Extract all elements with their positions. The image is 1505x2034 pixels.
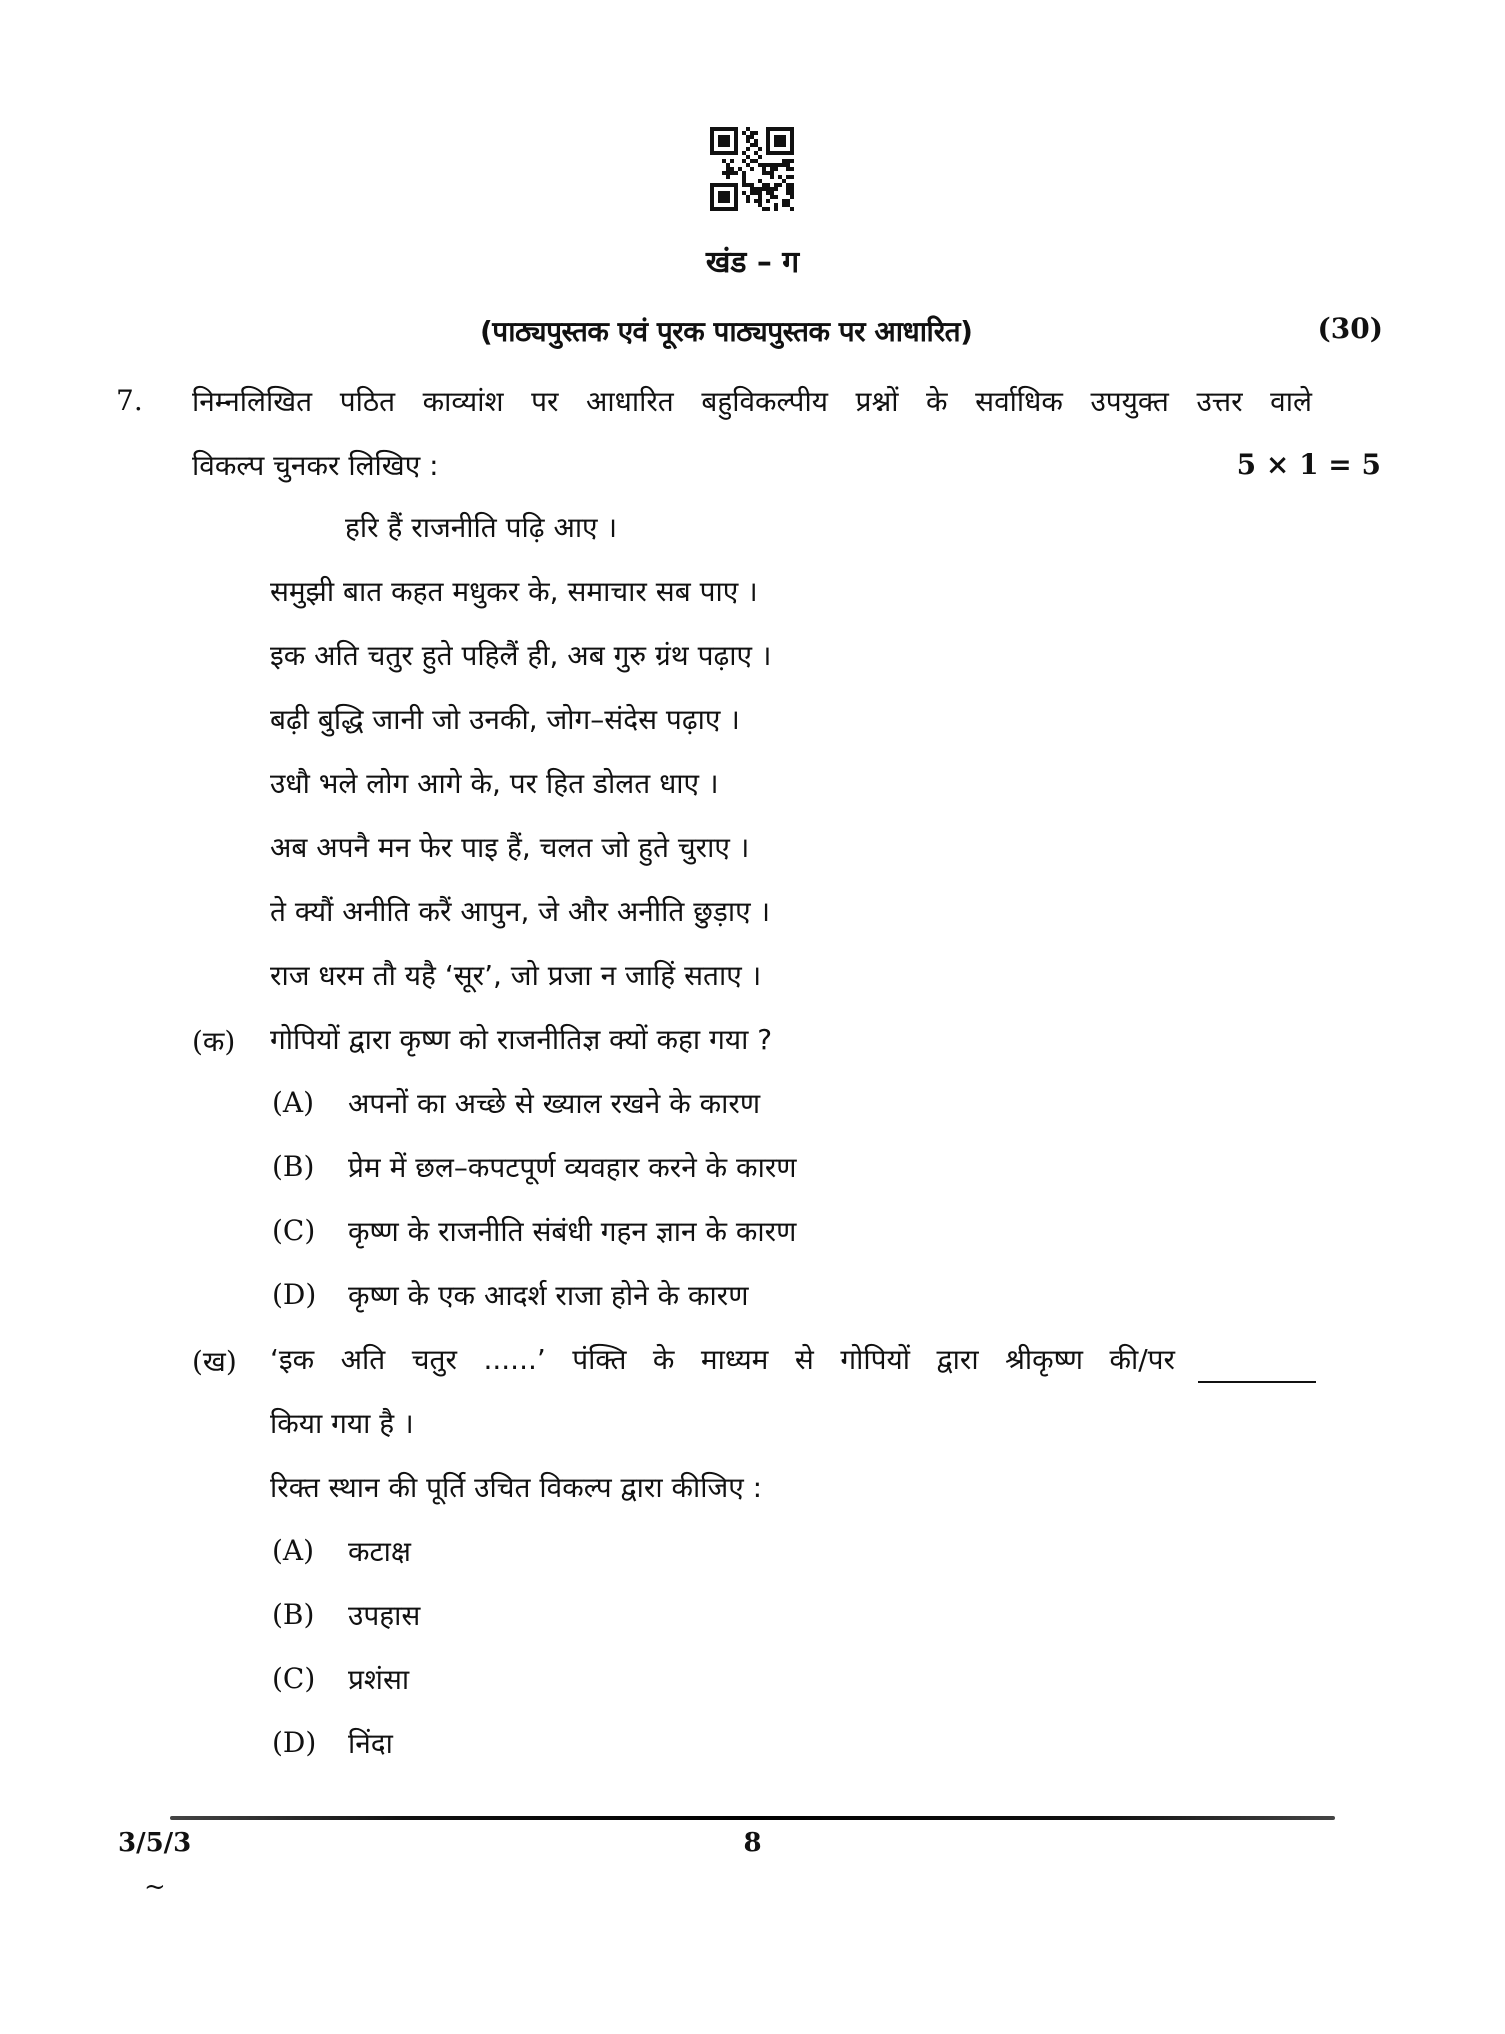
option-label: (B) — [272, 1598, 315, 1631]
question-number: 7. — [116, 384, 143, 417]
option-label: (A) — [272, 1086, 315, 1119]
section-marks: (30) — [1317, 312, 1383, 345]
option-label: (A) — [272, 1534, 315, 1567]
footer-mark: ~ — [144, 1872, 166, 1902]
question-instruction-line1: निम्नलिखित पठित काव्यांश पर आधारित बहुविकल्पीय प्रश्नों के सर्वाधिक उपयुक्त उत्तर वाले — [192, 385, 1312, 418]
option-label: (C) — [272, 1662, 316, 1695]
question-marks: 5 × 1 = 5 — [1236, 448, 1381, 481]
subquestion-kha-prompt: रिक्त स्थान की पूर्ति उचित विकल्प द्वारा कीजिए : — [270, 1471, 763, 1504]
option-text: अपनों का अच्छे से ख्याल रखने के कारण — [348, 1087, 761, 1120]
option-label: (C) — [272, 1214, 316, 1247]
option-text: कृष्ण के एक आदर्श राजा होने के कारण — [348, 1279, 749, 1312]
paper-code: 3/5/3 — [118, 1828, 192, 1858]
subquestion-ka-text: गोपियों द्वारा कृष्ण को राजनीतिज्ञ क्यों कहा गया ? — [270, 1023, 773, 1056]
option-text: प्रेम में छल–कपटपूर्ण व्यवहार करने के कारण — [348, 1151, 797, 1184]
poem-line: ते क्यौं अनीति करैं आपुन, जे और अनीति छुड़ाए । — [270, 895, 771, 928]
option-text: उपहास — [348, 1599, 421, 1632]
section-subtitle: (पाठ्यपुस्तक एवं पूरक पाठ्यपुस्तक पर आधारित) — [480, 315, 973, 348]
poem-line: उधौ भले लोग आगे के, पर हित डोलत धाए । — [270, 767, 719, 800]
poem-line: राज धरम तौ यहै ‘सूर’, जो प्रजा न जाहिं सताए । — [270, 959, 762, 992]
subquestion-kha-text-line2: किया गया है । — [270, 1407, 414, 1440]
subquestion-ka-label: (क) — [192, 1025, 236, 1058]
option-text: प्रशंसा — [348, 1663, 410, 1696]
qr-code-icon — [710, 127, 794, 211]
option-text: कृष्ण के राजनीति संबंधी गहन ज्ञान के कारण — [348, 1215, 797, 1248]
poem-line: इक अति चतुर हुते पहिलैं ही, अब गुरु ग्रंथ पढ़ाए । — [270, 639, 772, 672]
poem-line: हरि हैं राजनीति पढ़ि आए । — [345, 511, 618, 544]
option-label: (D) — [272, 1726, 317, 1759]
poem-line: अब अपनै मन फेर पाइ हैं, चलत जो हुते चुराए । — [270, 831, 750, 864]
subquestion-kha-label: (ख) — [192, 1345, 237, 1378]
poem-line: समुझी बात कहत मधुकर के, समाचार सब पाए । — [270, 575, 758, 608]
footer-divider — [170, 1816, 1335, 1820]
page-number: 8 — [743, 1828, 762, 1858]
fill-in-blank — [1198, 1381, 1316, 1383]
option-label: (D) — [272, 1278, 317, 1311]
question-instruction-line2: विकल्प चुनकर लिखिए : — [192, 449, 439, 482]
option-label: (B) — [272, 1150, 315, 1183]
poem-line: बढ़ी बुद्धि जानी जो उनकी, जोग–संदेस पढ़ाए । — [270, 703, 740, 736]
subquestion-kha-text-line1: ‘इक अति चतुर ......’ पंक्ति के माध्यम से गोपियों द्वारा श्रीकृष्ण की/पर — [270, 1343, 1175, 1376]
option-text: निंदा — [348, 1727, 393, 1760]
section-title: खंड – ग — [705, 245, 800, 280]
option-text: कटाक्ष — [348, 1535, 411, 1568]
